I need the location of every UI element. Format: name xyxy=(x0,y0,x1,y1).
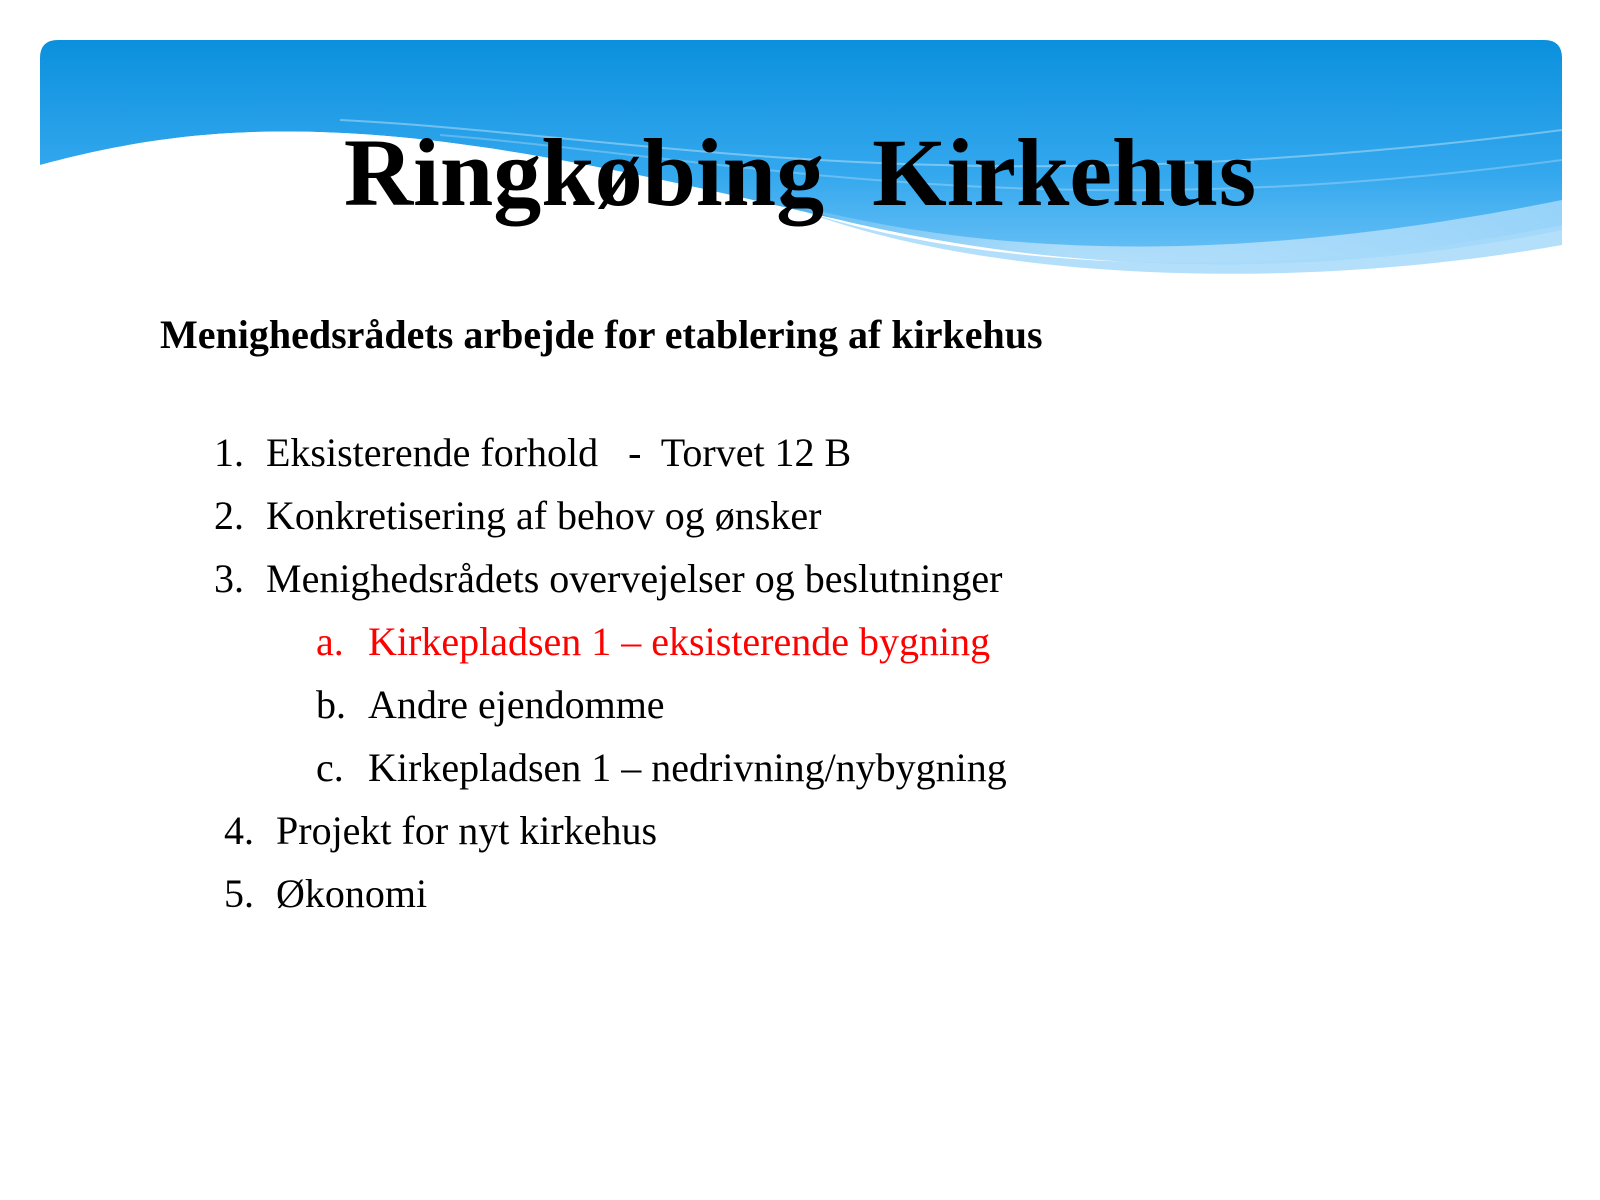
list-item-text: Kirkepladsen 1 – eksisterende bygning xyxy=(368,619,991,664)
slide-title: Ringkøbing Kirkehus xyxy=(343,119,1257,226)
list-item-text: Eksisterende forhold - Torvet 12 B xyxy=(266,430,852,475)
slide-subtitle: Menighedsrådets arbejde for etablering af kirkehus xyxy=(160,312,1043,357)
list-item-text: Konkretisering af behov og ønsker xyxy=(266,493,822,538)
list-item xyxy=(224,869,428,1069)
list-item-marker: 5. xyxy=(224,871,254,916)
list-item-marker: b. xyxy=(316,682,346,727)
list-item-marker: 1. xyxy=(214,430,244,475)
list-item-marker: c. xyxy=(316,745,344,790)
list-item-marker: 2. xyxy=(214,493,244,538)
list-item-text: Kirkepladsen 1 – nedrivning/nybygning xyxy=(368,745,1007,790)
list-item-text: Projekt for nyt kirkehus xyxy=(276,808,658,853)
list-item-text: Andre ejendomme xyxy=(368,682,665,727)
list-item-marker: 3. xyxy=(214,556,244,601)
list-item-marker: 4. xyxy=(224,808,254,853)
list-item-text: Menighedsrådets overvejelser og beslutninger xyxy=(266,556,1003,601)
list-item-marker: a. xyxy=(316,619,344,664)
list-item-text: Økonomi xyxy=(276,871,428,916)
